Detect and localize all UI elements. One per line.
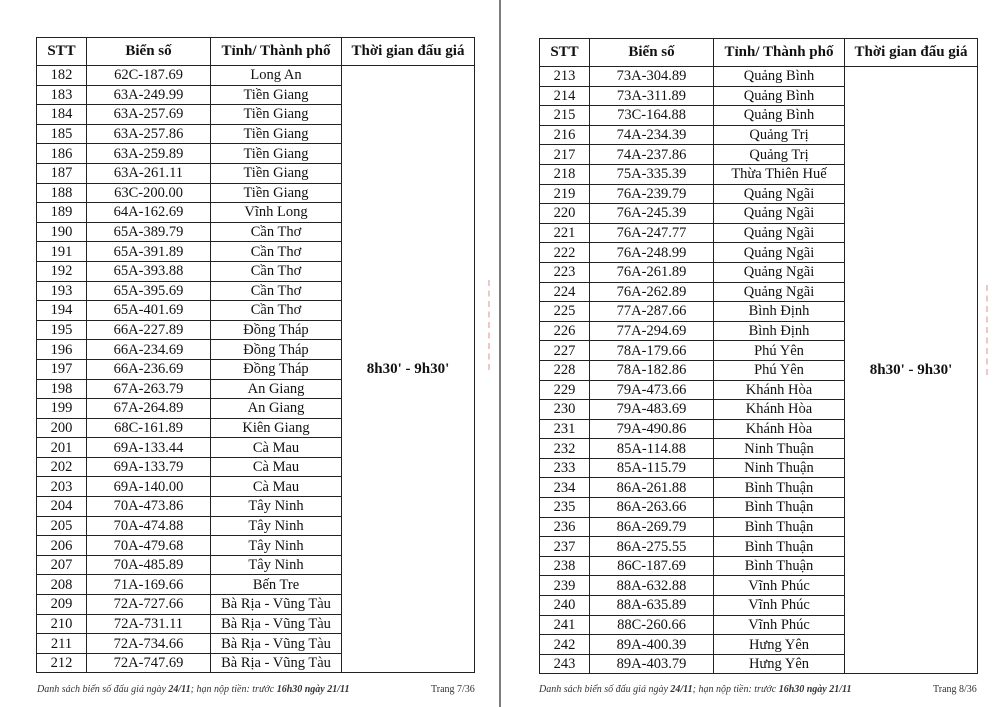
row-stt: 237 — [540, 537, 590, 557]
row-province: Đồng Tháp — [211, 359, 342, 379]
row-stt: 226 — [540, 321, 590, 341]
footer-prefix: Danh sách biển số đấu giá ngày — [37, 684, 169, 695]
row-stt: 240 — [540, 596, 590, 616]
row-plate: 76A-245.39 — [590, 204, 714, 224]
header-stt: STT — [37, 38, 87, 66]
row-stt: 206 — [37, 536, 87, 556]
row-plate: 88A-632.88 — [590, 576, 714, 596]
row-stt: 219 — [540, 184, 590, 204]
row-stt: 220 — [540, 204, 590, 224]
auction-time-cell: 8h30' - 9h30' — [845, 67, 978, 674]
row-plate: 63A-257.86 — [87, 124, 211, 144]
row-stt: 185 — [37, 124, 87, 144]
row-stt: 223 — [540, 262, 590, 282]
row-stt: 212 — [37, 653, 87, 673]
row-plate: 86C-187.69 — [590, 556, 714, 576]
header-auction-time: Thời gian đấu giá — [845, 39, 978, 67]
row-stt: 238 — [540, 556, 590, 576]
table-body — [540, 67, 978, 674]
row-province: Bình Thuận — [714, 517, 845, 537]
row-plate: 72A-727.66 — [87, 595, 211, 615]
row-stt: 204 — [37, 497, 87, 517]
row-plate: 68C-161.89 — [87, 418, 211, 438]
row-province: Tiền Giang — [211, 105, 342, 125]
row-stt: 222 — [540, 243, 590, 263]
row-plate: 76A-247.77 — [590, 223, 714, 243]
row-province: Cần Thơ — [211, 261, 342, 281]
row-stt: 228 — [540, 360, 590, 380]
row-province: Hưng Yên — [714, 635, 845, 655]
row-stt: 213 — [540, 67, 590, 87]
row-plate: 76A-248.99 — [590, 243, 714, 263]
row-plate: 73A-311.89 — [590, 86, 714, 106]
row-province: Bình Thuận — [714, 537, 845, 557]
row-stt: 231 — [540, 419, 590, 439]
row-plate: 89A-403.79 — [590, 654, 714, 674]
row-plate: 69A-133.79 — [87, 457, 211, 477]
row-stt: 201 — [37, 438, 87, 458]
row-stt: 208 — [37, 575, 87, 595]
row-plate: 85A-114.88 — [590, 439, 714, 459]
row-stt: 230 — [540, 400, 590, 420]
table-row — [37, 66, 475, 86]
document-page-right — [501, 0, 1000, 707]
row-province: Cần Thơ — [211, 301, 342, 321]
footer-deadline: 16h30 ngày 21/11 — [778, 684, 852, 695]
table-row — [540, 67, 978, 87]
row-province: Bình Thuận — [714, 556, 845, 576]
row-province: Bình Thuận — [714, 498, 845, 518]
row-stt: 191 — [37, 242, 87, 262]
table-header-row — [540, 39, 978, 67]
row-plate: 70A-474.88 — [87, 516, 211, 536]
row-plate: 63A-261.11 — [87, 163, 211, 183]
row-stt: 239 — [540, 576, 590, 596]
row-stt: 182 — [37, 66, 87, 86]
row-stt: 195 — [37, 320, 87, 340]
row-province: Vĩnh Phúc — [714, 615, 845, 635]
row-plate: 85A-115.79 — [590, 458, 714, 478]
row-province: Vĩnh Phúc — [714, 576, 845, 596]
row-plate: 88A-635.89 — [590, 596, 714, 616]
row-plate: 76A-239.79 — [590, 184, 714, 204]
row-province: Hưng Yên — [714, 654, 845, 674]
row-province: Bình Định — [714, 302, 845, 322]
row-province: Bình Thuận — [714, 478, 845, 498]
row-province: Tây Ninh — [211, 536, 342, 556]
page-number: Trang 8/36 — [933, 684, 977, 695]
row-province: Phú Yên — [714, 341, 845, 361]
row-plate: 67A-263.79 — [87, 379, 211, 399]
row-stt: 217 — [540, 145, 590, 165]
row-stt: 227 — [540, 341, 590, 361]
row-province: Đồng Tháp — [211, 340, 342, 360]
row-stt: 190 — [37, 222, 87, 242]
row-province: Bà Rịa - Vũng Tàu — [211, 653, 342, 673]
row-province: Khánh Hòa — [714, 400, 845, 420]
row-plate: 88C-260.66 — [590, 615, 714, 635]
row-province: Quảng Ngãi — [714, 204, 845, 224]
row-plate: 69A-133.44 — [87, 438, 211, 458]
footer-deadline: 16h30 ngày 21/11 — [276, 684, 350, 695]
row-stt: 198 — [37, 379, 87, 399]
row-stt: 184 — [37, 105, 87, 125]
row-plate: 86A-269.79 — [590, 517, 714, 537]
row-plate: 71A-169.66 — [87, 575, 211, 595]
plate-table-right — [539, 38, 978, 674]
row-stt: 199 — [37, 399, 87, 419]
row-stt: 215 — [540, 106, 590, 126]
row-province: Tây Ninh — [211, 555, 342, 575]
row-plate: 73A-304.89 — [590, 67, 714, 87]
header-plate: Biển số — [590, 39, 714, 67]
row-province: Quảng Bình — [714, 67, 845, 87]
footer-middle: ; hạn nộp tiền: trước — [692, 684, 779, 695]
table-header-row — [37, 38, 475, 66]
row-stt: 229 — [540, 380, 590, 400]
row-stt: 235 — [540, 498, 590, 518]
row-province: Quảng Ngãi — [714, 223, 845, 243]
row-stt: 183 — [37, 85, 87, 105]
row-province: Bình Định — [714, 321, 845, 341]
row-province: Đồng Tháp — [211, 320, 342, 340]
row-plate: 66A-236.69 — [87, 359, 211, 379]
row-stt: 187 — [37, 163, 87, 183]
row-province: Cần Thơ — [211, 281, 342, 301]
row-stt: 221 — [540, 223, 590, 243]
row-stt: 236 — [540, 517, 590, 537]
row-stt: 234 — [540, 478, 590, 498]
table-body — [37, 66, 475, 673]
row-province: Kiên Giang — [211, 418, 342, 438]
row-plate: 65A-393.88 — [87, 261, 211, 281]
row-province: Quảng Ngãi — [714, 243, 845, 263]
header-auction-time: Thời gian đấu giá — [342, 38, 475, 66]
footer-auction-date: 24/11 — [168, 684, 191, 695]
row-province: Quảng Bình — [714, 86, 845, 106]
footer-middle: ; hạn nộp tiền: trước — [190, 684, 277, 695]
row-plate: 72A-734.66 — [87, 634, 211, 654]
plate-table-left — [36, 37, 475, 673]
row-plate: 86A-275.55 — [590, 537, 714, 557]
row-stt: 242 — [540, 635, 590, 655]
row-plate: 63C-200.00 — [87, 183, 211, 203]
row-plate: 70A-479.68 — [87, 536, 211, 556]
row-province: Cà Mau — [211, 438, 342, 458]
row-province: Phú Yên — [714, 360, 845, 380]
row-stt: 188 — [37, 183, 87, 203]
row-province: Tây Ninh — [211, 516, 342, 536]
row-plate: 89A-400.39 — [590, 635, 714, 655]
row-stt: 218 — [540, 164, 590, 184]
row-plate: 75A-335.39 — [590, 164, 714, 184]
row-stt: 224 — [540, 282, 590, 302]
row-plate: 76A-262.89 — [590, 282, 714, 302]
row-province: Vĩnh Phúc — [714, 596, 845, 616]
row-plate: 70A-485.89 — [87, 555, 211, 575]
row-plate: 78A-179.66 — [590, 341, 714, 361]
row-plate: 72A-731.11 — [87, 614, 211, 634]
row-province: Cà Mau — [211, 457, 342, 477]
row-stt: 241 — [540, 615, 590, 635]
row-province: Thừa Thiên Huế — [714, 164, 845, 184]
row-province: Ninh Thuận — [714, 458, 845, 478]
row-stt: 200 — [37, 418, 87, 438]
row-province: Quảng Trị — [714, 125, 845, 145]
row-province: Cà Mau — [211, 477, 342, 497]
row-plate: 65A-389.79 — [87, 222, 211, 242]
row-province: An Giang — [211, 379, 342, 399]
footer-prefix: Danh sách biển số đấu giá ngày — [539, 684, 671, 695]
row-province: Tiền Giang — [211, 144, 342, 164]
row-plate: 73C-164.88 — [590, 106, 714, 126]
row-plate: 76A-261.89 — [590, 262, 714, 282]
row-plate: 72A-747.69 — [87, 653, 211, 673]
row-stt: 210 — [37, 614, 87, 634]
row-plate: 86A-261.88 — [590, 478, 714, 498]
row-province: Khánh Hòa — [714, 380, 845, 400]
row-province: Vĩnh Long — [211, 203, 342, 223]
row-province: Tiền Giang — [211, 85, 342, 105]
row-province: Bà Rịa - Vũng Tàu — [211, 634, 342, 654]
row-stt: 207 — [37, 555, 87, 575]
row-plate: 65A-391.89 — [87, 242, 211, 262]
row-stt: 197 — [37, 359, 87, 379]
auction-time-cell: 8h30' - 9h30' — [342, 66, 475, 673]
row-stt: 211 — [37, 634, 87, 654]
row-plate: 67A-264.89 — [87, 399, 211, 419]
row-plate: 77A-287.66 — [590, 302, 714, 322]
row-province: Quảng Ngãi — [714, 282, 845, 302]
row-plate: 74A-237.86 — [590, 145, 714, 165]
row-province: Quảng Ngãi — [714, 262, 845, 282]
row-plate: 65A-401.69 — [87, 301, 211, 321]
row-plate: 77A-294.69 — [590, 321, 714, 341]
row-stt: 189 — [37, 203, 87, 223]
row-plate: 78A-182.86 — [590, 360, 714, 380]
stamp-edge-mark — [488, 280, 490, 370]
stamp-edge-mark — [986, 285, 988, 375]
row-province: Bà Rịa - Vũng Tàu — [211, 614, 342, 634]
row-stt: 232 — [540, 439, 590, 459]
row-stt: 193 — [37, 281, 87, 301]
row-stt: 192 — [37, 261, 87, 281]
row-plate: 66A-234.69 — [87, 340, 211, 360]
row-province: Bà Rịa - Vũng Tàu — [211, 595, 342, 615]
row-plate: 66A-227.89 — [87, 320, 211, 340]
row-plate: 79A-490.86 — [590, 419, 714, 439]
row-province: Long An — [211, 66, 342, 86]
row-province: Tiền Giang — [211, 183, 342, 203]
row-province: Ninh Thuận — [714, 439, 845, 459]
row-province: An Giang — [211, 399, 342, 419]
row-province: Tiền Giang — [211, 124, 342, 144]
row-plate: 79A-483.69 — [590, 400, 714, 420]
row-stt: 233 — [540, 458, 590, 478]
row-stt: 225 — [540, 302, 590, 322]
row-plate: 64A-162.69 — [87, 203, 211, 223]
row-province: Khánh Hòa — [714, 419, 845, 439]
row-stt: 202 — [37, 457, 87, 477]
footer-auction-date: 24/11 — [670, 684, 693, 695]
row-plate: 79A-473.66 — [590, 380, 714, 400]
row-plate: 74A-234.39 — [590, 125, 714, 145]
row-plate: 63A-259.89 — [87, 144, 211, 164]
row-plate: 62C-187.69 — [87, 66, 211, 86]
row-province: Cần Thơ — [211, 222, 342, 242]
row-province: Cần Thơ — [211, 242, 342, 262]
row-plate: 63A-257.69 — [87, 105, 211, 125]
row-stt: 216 — [540, 125, 590, 145]
row-plate: 69A-140.00 — [87, 477, 211, 497]
row-stt: 203 — [37, 477, 87, 497]
document-page-left — [0, 0, 499, 707]
row-stt: 205 — [37, 516, 87, 536]
row-stt: 194 — [37, 301, 87, 321]
row-province: Quảng Trị — [714, 145, 845, 165]
row-plate: 70A-473.86 — [87, 497, 211, 517]
header-province: Tỉnh/ Thành phố — [211, 38, 342, 66]
row-province: Quảng Ngãi — [714, 184, 845, 204]
page-number: Trang 7/36 — [431, 684, 475, 695]
row-stt: 243 — [540, 654, 590, 674]
row-stt: 209 — [37, 595, 87, 615]
header-stt: STT — [540, 39, 590, 67]
row-plate: 63A-249.99 — [87, 85, 211, 105]
page-footer-note — [37, 684, 349, 695]
row-province: Tây Ninh — [211, 497, 342, 517]
row-province: Tiền Giang — [211, 163, 342, 183]
row-plate: 65A-395.69 — [87, 281, 211, 301]
row-stt: 214 — [540, 86, 590, 106]
row-stt: 196 — [37, 340, 87, 360]
header-plate: Biển số — [87, 38, 211, 66]
page-footer-note — [539, 684, 851, 695]
row-province: Bến Tre — [211, 575, 342, 595]
row-stt: 186 — [37, 144, 87, 164]
row-plate: 86A-263.66 — [590, 498, 714, 518]
header-province: Tỉnh/ Thành phố — [714, 39, 845, 67]
row-province: Quảng Bình — [714, 106, 845, 126]
